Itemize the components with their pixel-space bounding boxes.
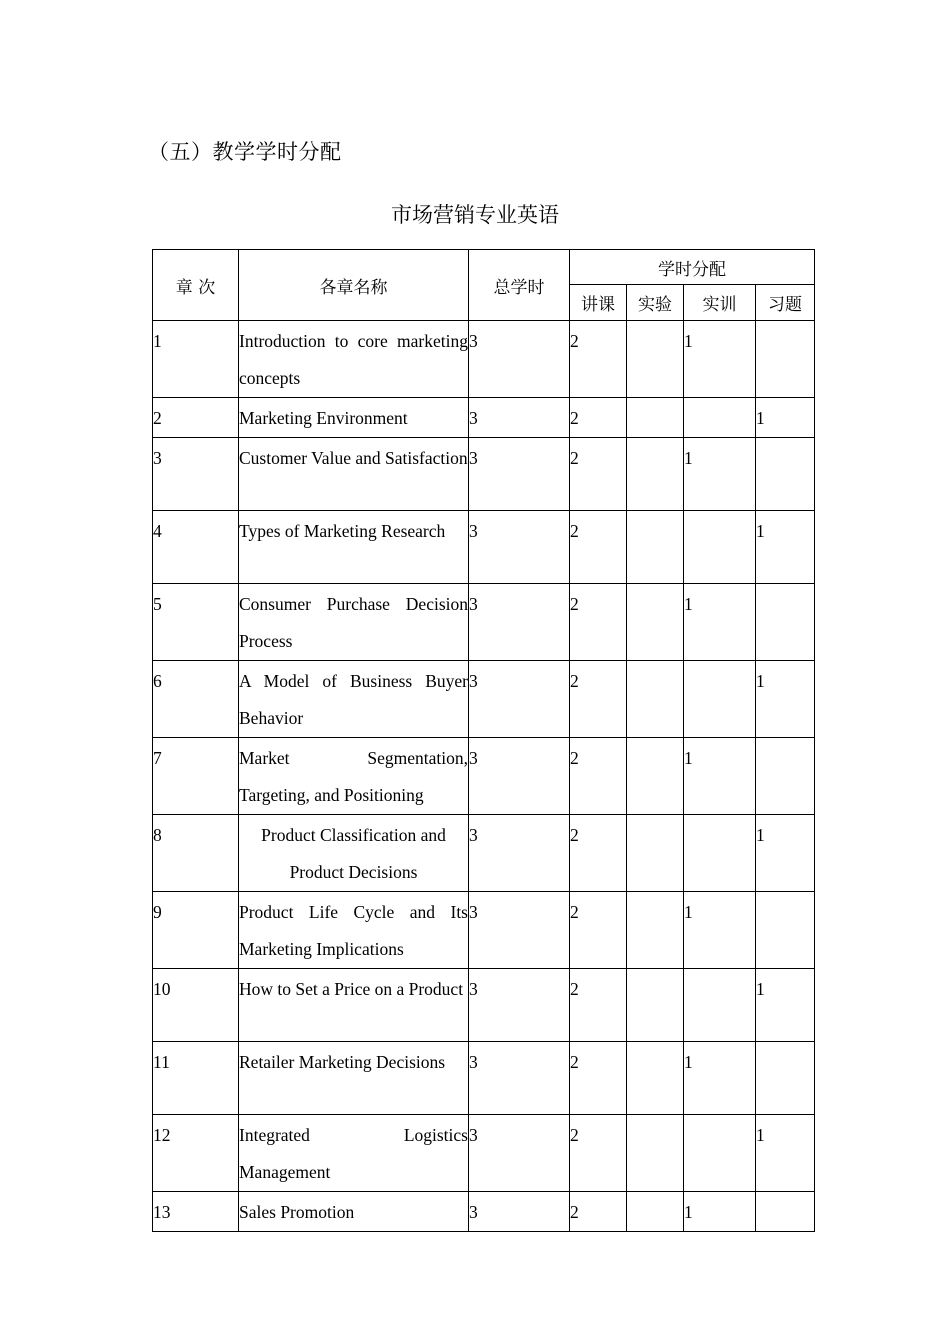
header-total-hours: 总学时 [469,250,570,321]
chapter-cell: 5 [153,584,239,661]
chapter-cell: 2 [153,398,239,438]
total-hours-cell: 3 [469,511,570,584]
chapter-name-cell: Marketing Environment [239,398,469,438]
chapter-name-cell: A Model of Business Buyer Behavior [239,661,469,738]
chapter-cell: 7 [153,738,239,815]
practical-cell: 1 [684,321,756,398]
experiment-cell [627,892,684,969]
header-chapter: 章 次 [153,250,239,321]
chapter-name-cell: Introduction to core marketing concepts [239,321,469,398]
header-lecture: 讲课 [570,285,627,321]
lecture-cell: 2 [570,969,627,1042]
lecture-cell: 2 [570,892,627,969]
practical-cell [684,661,756,738]
chapter-cell: 13 [153,1192,239,1232]
hour-allocation-table [152,249,815,1232]
experiment-cell [627,815,684,892]
lecture-cell: 2 [570,1115,627,1192]
table-row [153,321,815,398]
total-hours-cell: 3 [469,398,570,438]
total-hours-cell: 3 [469,815,570,892]
experiment-cell [627,1115,684,1192]
chapter-name-cell: Retailer Marketing Decisions [239,1042,469,1115]
chapter-name-cell: How to Set a Price on a Product [239,969,469,1042]
chapter-cell: 11 [153,1042,239,1115]
chapter-cell: 12 [153,1115,239,1192]
exercise-cell [756,321,815,398]
exercise-cell: 1 [756,661,815,738]
experiment-cell [627,1042,684,1115]
chapter-cell: 6 [153,661,239,738]
lecture-cell: 2 [570,438,627,511]
table-row [153,584,815,661]
exercise-cell: 1 [756,969,815,1042]
total-hours-cell: 3 [469,438,570,511]
chapter-cell: 8 [153,815,239,892]
practical-cell [684,969,756,1042]
practical-cell: 1 [684,584,756,661]
chapter-cell: 3 [153,438,239,511]
exercise-cell [756,584,815,661]
lecture-cell: 2 [570,661,627,738]
practical-cell [684,511,756,584]
total-hours-cell: 3 [469,1192,570,1232]
practical-cell: 1 [684,1042,756,1115]
table-row [153,892,815,969]
experiment-cell [627,661,684,738]
lecture-cell: 2 [570,511,627,584]
experiment-cell [627,1192,684,1232]
header-practical: 实训 [684,285,756,321]
practical-cell: 1 [684,892,756,969]
exercise-cell [756,438,815,511]
total-hours-cell: 3 [469,892,570,969]
header-experiment: 实验 [627,285,684,321]
experiment-cell [627,969,684,1042]
practical-cell [684,398,756,438]
table-row [153,511,815,584]
chapter-name-cell: Sales Promotion [239,1192,469,1232]
chapter-name-cell: Consumer Purchase Decision Process [239,584,469,661]
practical-cell: 1 [684,738,756,815]
exercise-cell: 1 [756,1115,815,1192]
lecture-cell: 2 [570,815,627,892]
lecture-cell: 2 [570,1042,627,1115]
exercise-cell [756,892,815,969]
practical-cell: 1 [684,438,756,511]
exercise-cell [756,1042,815,1115]
chapter-name-cell: Customer Value and Satisfaction [239,438,469,511]
table-row [153,969,815,1042]
chapter-name-cell: Product Classification and Product Decisions [239,815,469,892]
chapter-name-cell: Integrated Logistics Management [239,1115,469,1192]
total-hours-cell: 3 [469,584,570,661]
chapter-cell: 4 [153,511,239,584]
total-hours-cell: 3 [469,1115,570,1192]
table-row [153,1115,815,1192]
lecture-cell: 2 [570,321,627,398]
exercise-cell: 1 [756,815,815,892]
practical-cell [684,1115,756,1192]
exercise-cell: 1 [756,398,815,438]
total-hours-cell: 3 [469,969,570,1042]
header-hour-allocation: 学时分配 [570,250,815,285]
experiment-cell [627,511,684,584]
table-row [153,398,815,438]
table-row [153,738,815,815]
header-exercise: 习题 [756,285,815,321]
chapter-name-cell: Market Segmentation, Targeting, and Positioning [239,738,469,815]
total-hours-cell: 3 [469,1042,570,1115]
table-row [153,438,815,511]
lecture-cell: 2 [570,398,627,438]
document-title: 市场营销专业英语 [391,203,559,227]
chapter-cell: 9 [153,892,239,969]
experiment-cell [627,321,684,398]
chapter-name-cell: Product Life Cycle and Its Marketing Implications [239,892,469,969]
lecture-cell: 2 [570,738,627,815]
chapter-name-cell: Types of Marketing Research [239,511,469,584]
chapter-cell: 10 [153,969,239,1042]
exercise-cell [756,1192,815,1232]
practical-cell: 1 [684,1192,756,1232]
header-chapter-name: 各章名称 [239,250,469,321]
total-hours-cell: 3 [469,738,570,815]
section-heading: （五）教学学时分配 [148,140,342,164]
table-row [153,815,815,892]
exercise-cell: 1 [756,511,815,584]
experiment-cell [627,584,684,661]
lecture-cell: 2 [570,1192,627,1232]
experiment-cell [627,438,684,511]
total-hours-cell: 3 [469,321,570,398]
lecture-cell: 2 [570,584,627,661]
table-row [153,661,815,738]
experiment-cell [627,398,684,438]
chapter-cell: 1 [153,321,239,398]
practical-cell [684,815,756,892]
table-row [153,1042,815,1115]
total-hours-cell: 3 [469,661,570,738]
table-row [153,1192,815,1232]
experiment-cell [627,738,684,815]
exercise-cell [756,738,815,815]
